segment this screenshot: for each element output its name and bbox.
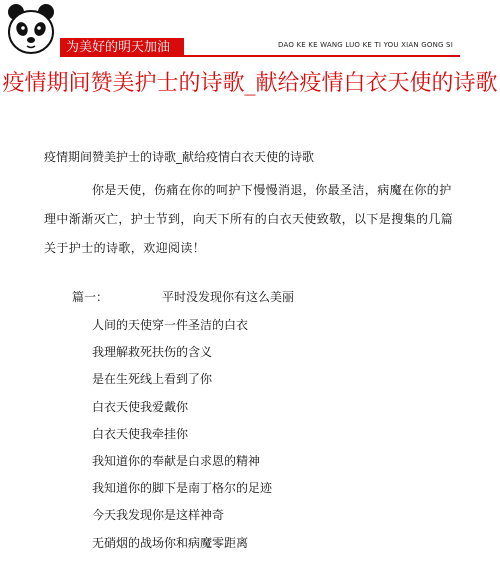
header-divider bbox=[60, 55, 460, 57]
poem-line: 白衣天使我牵挂你 bbox=[92, 426, 189, 441]
poem-first-line: 平时没发现你有这么美丽 bbox=[162, 290, 295, 304]
poem-line: 今天我发现你是这样神奇 bbox=[92, 508, 225, 523]
panda-icon bbox=[4, 2, 58, 58]
poem-line: 无硝烟的战场你和病魔零距离 bbox=[92, 535, 249, 550]
poem-label: 篇一： bbox=[72, 290, 109, 304]
poem-line: 人间的天使穿一件圣洁的白衣 bbox=[92, 318, 249, 332]
subtitle: 疫情期间赞美护士的诗歌_献给疫情白衣天使的诗歌 bbox=[44, 150, 315, 164]
poem-heading bbox=[72, 288, 294, 306]
page-title: 疫情期间赞美护士的诗歌_献给疫情白衣天使的诗歌 bbox=[2, 71, 498, 96]
intro-paragraph: 你是天使，伤痛在你的呵护下慢慢消退，你最圣洁，病魔在你的护理中渐渐灭亡，护士节到，向天下所有的白衣天使致敬，以下是搜集的几篇关于护士的诗歌，欢迎阅读！ bbox=[44, 183, 454, 255]
poem-line: 我知道你的奉献是白求恩的精神 bbox=[92, 453, 261, 468]
poem-line: 白衣天使我爱戴你 bbox=[92, 399, 189, 414]
poem-line: 是在生死线上看到了你 bbox=[92, 372, 213, 387]
page-header bbox=[0, 0, 500, 62]
company-pinyin: DAO KE KE WANG LUO KE TI YOU XIAN GONG SI bbox=[278, 41, 453, 49]
poem-lines bbox=[92, 316, 272, 561]
slogan-banner: 为美好的明天加油 bbox=[60, 38, 184, 57]
poem-line: 我理解救死扶伤的含义 bbox=[92, 345, 213, 360]
poem-line: 我知道你的脚下是南丁格尔的足迹 bbox=[92, 481, 273, 496]
